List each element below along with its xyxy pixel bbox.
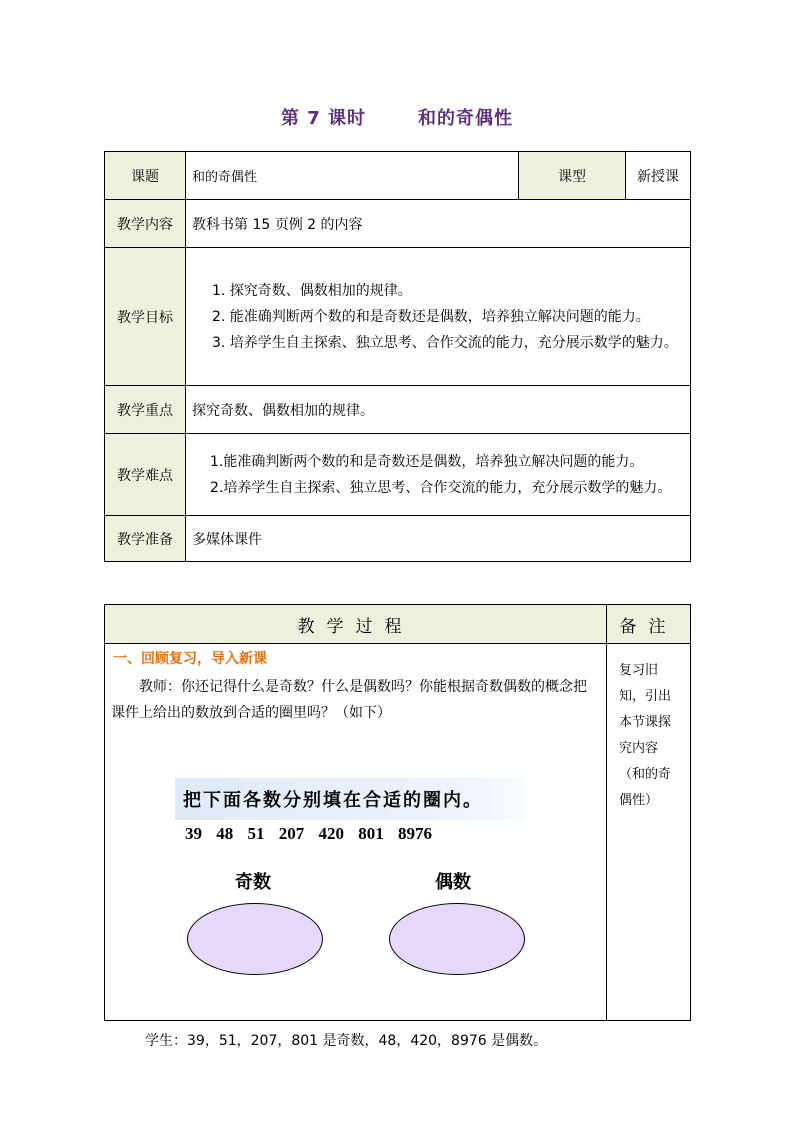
teacher-text: 教师：你还记得什么是奇数？什么是偶数吗？你能根据奇数偶数的概念把课件上给出的数放到合适的圈里吗？（如下） [111,679,587,721]
even-label: 偶数 [435,872,471,893]
page-title [0,104,794,130]
process-header: 教学过程 [105,605,607,644]
difficulty-label: 教学难点 [105,434,186,516]
section-heading: 一、回顾复习，导入新课 [113,651,267,667]
difficulty-item: 2.培养学生自主探索、独立思考、合作交流的能力，充分展示数学的魅力。 [210,479,672,496]
process-body [105,644,607,1049]
process-table [104,604,691,1049]
difficulty-item: 1.能准确判断两个数的和是奇数还是偶数，培养独立解决问题的能力。 [210,453,644,470]
goal-item: 3. 培养学生自主探索、独立思考、合作交流的能力，充分展示数学的魅力。 [212,334,678,351]
note-header: 备注 [607,605,691,644]
goal-item: 1. 探究奇数、偶数相加的规律。 [212,282,412,299]
student-answer: 学生：39，51，207，801 是奇数，48，420，8976 是偶数。 [145,1033,548,1049]
prep-value: 多媒体课件 [186,516,691,562]
content-value: 教科书第 15 页例 2 的内容 [186,200,691,248]
lesson-number: 第 7 课时 [280,108,367,129]
instruction-banner [175,778,525,820]
topic-label: 课题 [105,152,186,200]
lesson-info-table [104,151,691,562]
goal-item: 2. 能准确判断两个数的和是奇数还是偶数，培养独立解决问题的能力。 [212,308,650,325]
note-text: 复习旧知，引出本节课探究内容（和的奇偶性） [607,644,691,1021]
type-label: 课型 [519,152,626,200]
goals-cell [186,248,691,386]
odd-label: 奇数 [235,872,271,893]
prep-label: 教学准备 [105,516,186,562]
even-oval [389,903,525,975]
topic-value: 和的奇偶性 [186,152,519,200]
banner-text: 把下面各数分别填在合适的圈内。 [183,790,483,811]
type-value: 新授课 [626,152,691,200]
key-label: 教学重点 [105,386,186,434]
difficulty-cell [186,434,691,516]
odd-oval [187,903,323,975]
number-list: 39 48 51 207 420 801 8976 [185,824,432,843]
content-label: 教学内容 [105,200,186,248]
lesson-topic: 和的奇偶性 [418,108,514,129]
goals-label: 教学目标 [105,248,186,386]
key-value: 探究奇数、偶数相加的规律。 [186,386,691,434]
